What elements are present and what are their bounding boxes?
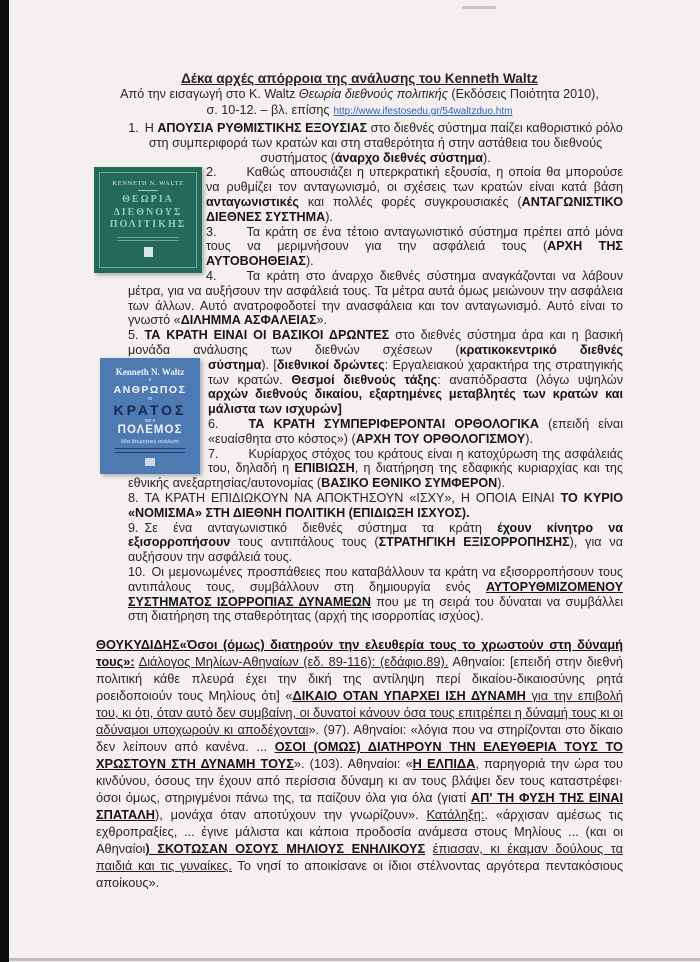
cover1-title-line-3: ΠΟΛΙΤΙΚΗΣ bbox=[109, 219, 187, 231]
scan-black-edge bbox=[0, 0, 9, 962]
principles-list bbox=[96, 121, 623, 624]
list-item-6 bbox=[128, 417, 623, 447]
cover2-word-to: το bbox=[147, 395, 153, 402]
item-10-number: 10. bbox=[128, 564, 146, 579]
item-2-number: 2. bbox=[206, 165, 217, 180]
book-cover-theory-of-international-politics bbox=[94, 167, 202, 273]
cover2-title-anthropos: ΑΝΘΡΩΠΟΣ bbox=[113, 383, 187, 396]
list-item-3 bbox=[128, 225, 623, 269]
item-3-text: Τα κράτη σε ένα τέτοιο ανταγωνιστικό σύστημα πρέπει από μόνα τους να μεριμνήσουν για την ασφάλειά τους (ΑΡΧΗ ΤΗΣ ΑΥΤΟΒΟΗΘΕΙΑΣ). bbox=[206, 224, 623, 269]
list-item-4 bbox=[128, 269, 623, 328]
list-item-9 bbox=[128, 521, 623, 565]
cover1-author: KENNETH N. WALTZ bbox=[112, 180, 184, 188]
cover1-publisher-logo bbox=[144, 247, 153, 257]
item-6-number: 6. bbox=[208, 416, 219, 431]
cover1-background bbox=[94, 167, 202, 273]
list-item-10 bbox=[128, 565, 623, 624]
item-5-text: ΤΑ ΚΡΑΤΗ ΕΙΝΑΙ ΟΙ ΒΑΣΙΚΟΙ ΔΡΩΝΤΕΣ στο διεθνές σύστημα άρα και η βασική μονάδα ανάλυσης των διεθνών σχέσεων (κρατικοκεντρικό διεθνές bbox=[128, 328, 623, 357]
book-cover-man-the-state-and-war bbox=[100, 358, 200, 474]
cover2-publisher-logo bbox=[145, 458, 155, 466]
item-8-text: ΤΑ ΚΡΑΤΗ ΕΠΙΔΙΩΚΟΥΝ ΝΑ ΑΠΟΚΤΗΣΟΥΝ «ΙΣΧΥ», Η ΟΠΟΙΑ ΕΙΝΑΙ ΤΟ ΚΥΡΙΟ «ΝΟΜΙΣΜΑ» ΣΤΗ ΔΙΕΘΝΗ ΠΟΛΙΤΙΚΗ (ΕΠΙΔΙΩΞΗ ΙΣΧΥΟΣ). bbox=[128, 490, 623, 520]
cover2-divider bbox=[115, 448, 185, 453]
list-item-7 bbox=[128, 447, 623, 491]
cover1-title-line-2: ΔΙΕΘΝΟΥΣ bbox=[113, 206, 183, 218]
page-title: Δέκα αρχές απόρροια της ανάλυσης του Kenneth Waltz bbox=[181, 71, 538, 86]
cover2-subtitle: Μια θεωρητική ανάλυση bbox=[121, 438, 179, 445]
item-4-text: Τα κράτη στο άναρχο διεθνές σύστημα αναγκάζονται να λάβουν μέτρα, για να αυξήσουν την ασφάλειά τους. Τα μέτρα αυτά όμως μειώνουν την ασφάλεια των άλλων. Αυτό ανατροφοδοτεί την ανασφάλεια και τον ανταγωνισμό. Αυτό είναι το γνωστό «ΔΙΛΗΜΜΑ ΑΣΦΑΛΕΙΑΣ». bbox=[128, 268, 623, 328]
reference-line bbox=[96, 103, 623, 120]
cover2-title-polemos: ΠΟΛΕΜΟΣ bbox=[117, 423, 183, 436]
cover1-frame bbox=[99, 172, 197, 268]
reference-text: σ. 10-12. – βλ. επίσης bbox=[206, 102, 330, 117]
list-item-5-continued bbox=[128, 358, 623, 417]
list-item-1 bbox=[128, 121, 623, 165]
scan-bottom-edge bbox=[9, 958, 700, 961]
item-10-text: Οι μεμονωμένες προσπάθειες που καταβάλλουν τα κράτη να εξισορροπήσουν τους αντιπάλους τους, συμβάλλουν στη δημιουργία ενός ΑΥΤΟΡΥΘΜΙΖΟΜΕΝΟΥ ΣΥΣΤΗΜΑΤΟΣ ΙΣΟΡΡΟΠΙΑΣ ΔΥΝΑΜΕΩΝ που με τη σειρά του δύναται να συμβάλλει στη διατήρηση της σταθερότητας (αρχή της ισορροπίας ισχύος). bbox=[128, 564, 623, 624]
item-2-text: Καθώς απουσιάζει η υπερκρατική εξουσία, η οποία θα μπορούσε να ρυθμίζει τον ανταγωνισμό, οι σχέσεις των κρατών είναι κατά βάση ανταγωνιστικές και πολλές φορές συγκρουσιακές (ΑΝΤΑΓΩΝΙΣΤΙΚΟ ΔΙΕΘΝΕΣ ΣΥΣΤΗΜΑ). bbox=[206, 165, 623, 224]
cover1-divider bbox=[138, 190, 158, 191]
cover2-word-kai-o: και ο bbox=[144, 417, 156, 424]
list-item-2 bbox=[128, 165, 623, 224]
item-7-number: 7. bbox=[208, 446, 219, 461]
list-item-8 bbox=[128, 491, 623, 521]
item-1-text: Η ΑΠΟΥΣΙΑ ΡΥΘΜΙΣΤΙΚΗΣ ΕΞΟΥΣΙΑΣ στο διεθνές σύστημα παίζει καθοριστικό ρόλο στη συμπεριφορά των κρατών και στη σταθερότητα ή στην αστάθεια του διεθνούς συστήματος (άναρχο διεθνές σύστημα). bbox=[144, 121, 623, 165]
source-url-link[interactable]: http://www.ifestosedu.gr/54waltzduo.htm bbox=[333, 105, 513, 117]
item-7-text: Κυρίαρχος στόχος του κράτους είναι η κατοχύρωση της ασφάλειάς του, δηλαδή η ΕΠΙΒΙΩΣΗ, η διατήρηση της εδαφικής κυριαρχίας και της εθνικής ανεξαρτησίας/αυτονομίας (ΒΑΣΙΚΟ ΕΘΝΙΚΟ ΣΥΜΦΕΡΟΝ). bbox=[128, 446, 623, 491]
cover2-background bbox=[100, 358, 200, 474]
item-3-number: 3. bbox=[206, 224, 217, 239]
item-4-number: 4. bbox=[206, 268, 217, 283]
cover2-title-kratos: ΚΡΑΤΟΣ bbox=[113, 401, 187, 418]
list-item-5 bbox=[128, 328, 623, 358]
cover2-author: Kenneth N. Waltz bbox=[115, 366, 185, 377]
scan-artifact bbox=[462, 6, 496, 9]
item-6-text: ΤΑ ΚΡΑΤΗ ΣΥΜΠΕΡΙΦΕΡΟΝΤΑΙ ΟΡΘΟΛΟΓΙΚΑ (επειδή είναι «ευαίσθητα στο κόστος») (ΑΡΧΗ ΤΟΥ ΟΡΘΟΛΟΓΙΣΜΟΥ). bbox=[208, 416, 624, 446]
cover1-title-line-1: ΘΕΩΡΙΑ bbox=[122, 194, 174, 206]
cover2-word-o: ο bbox=[148, 376, 152, 383]
item-5-number: 5. bbox=[128, 328, 139, 343]
item-1-number: 1. bbox=[128, 121, 139, 135]
cover1-small-text-lines bbox=[100, 237, 196, 241]
source-line: Από την εισαγωγή στο Κ. Waltz Θεωρία διεθνούς πολιτικής (Εκδόσεις Ποιότητα 2010), bbox=[120, 87, 599, 101]
thucydides-paragraph: ΘΟΥΚΥΔΙΔΗΣ«Όσοι (όμως) διατηρούν την ελευθερία τους το χρωστούν στη δύναμή τους»: Διάλογος Μηλίων-Αθηναίων (εδ. 89-116): (εδάφιο.89). Αθηναίοι: [επειδή στην διεθνή πολιτική κάθε πλευρά έχει την δική της αντίληψη περί δικαίου-δικαιοσύνης ρητά ροειδοποιούν τους Μηλίους ότι] «ΔΙΚΑΙΟ ΟΤΑΝ ΥΠΑΡΧΕΙ ΙΣΗ ΔΥΝΑΜΗ για την επιβολή του, κι ότι, όταν αυτό δεν συμβαίνη, οι δυνατοί κάνουν όσα τους επιτρέπει η δύναμή τους κι οι αδύναμοι υποχωρούν κι αποδέχονται». (97). Αθηναίοι: «λόγια που να στηρίζονται στο δίκαιο δεν λείπουν από κανένα. ... ΟΣΟΙ (ΟΜΩΣ) ΔΙΑΤΗΡΟΥΝ ΤΗΝ ΕΛΕΥΘΕΡΙΑ ΤΟΥΣ ΤΟ ΧΡΩΣΤΟΥΝ ΣΤΗ ΔΥΝΑΜΗ ΤΟΥΣ». (103). Αθηναίοι: «Η ΕΛΠΙΔΑ, παρηγοριά την ώρα του κινδύνου, όσους την έχουν από περίσσια δύναμη κι αν τους βλάψει δεν τους καταστρέφει· όσοι όμως, στηριγμένοι πάνω της, τα παίζουν όλα για όλα (γιατί ΑΠ' ΤΗ ΦΥΣΗ ΤΗΣ ΕΙΝΑΙ ΣΠΑΤΑΛΗ), μονάχα όταν αποτύχουν την γνωρίζουν». Κατάληξη:. «άρχισαν αμέσως τις εχθροπραξίες, ... έγινε μάλιστα και κάποια προδοσία ανάμεσα στους Μηλίους ... (και οι Αθηναίοι) ΣΚΟΤΩΣΑΝ ΟΣΟΥΣ ΜΗΛΙΟΥΣ ΕΝΗΛΙΚΟΥΣ έπιασαν, κι έκαμαν δούλους τα παιδιά και τις γυναίκες. Το νησί το αποικίσανε οι ίδιοι στέλνοντας αργότερα πεντακόσιους αποίκους». bbox=[96, 637, 623, 891]
item-9-number: 9. bbox=[128, 520, 139, 535]
item-9-text: Σε ένα ανταγωνιστικό διεθνές σύστημα τα κράτη έχουν κίνητρο να εξισορροπήσουν τους αντιπάλους τους (ΣΤΡΑΤΗΓΙΚΗ ΕΞΙΣΟΡΡΟΠΗΣΗΣ), για να αυξήσουν την ασφάλειά τους. bbox=[128, 520, 624, 565]
item-8-number: 8. bbox=[128, 490, 139, 505]
document-content bbox=[96, 70, 623, 891]
item-5-continued-text: σύστημα). [διεθνικοί δρώντες: Εργαλειακού χαρακτήρα της στρατηγικής των κρατών. Θεσμοί διεθνούς τάξης: αναπόδραστα (λόγω υψηλών αρχών διεθνούς δικαίου, εξαρτημένες μεταβλητές των κρατών και μάλιστα των ισχυρών] bbox=[208, 357, 623, 417]
